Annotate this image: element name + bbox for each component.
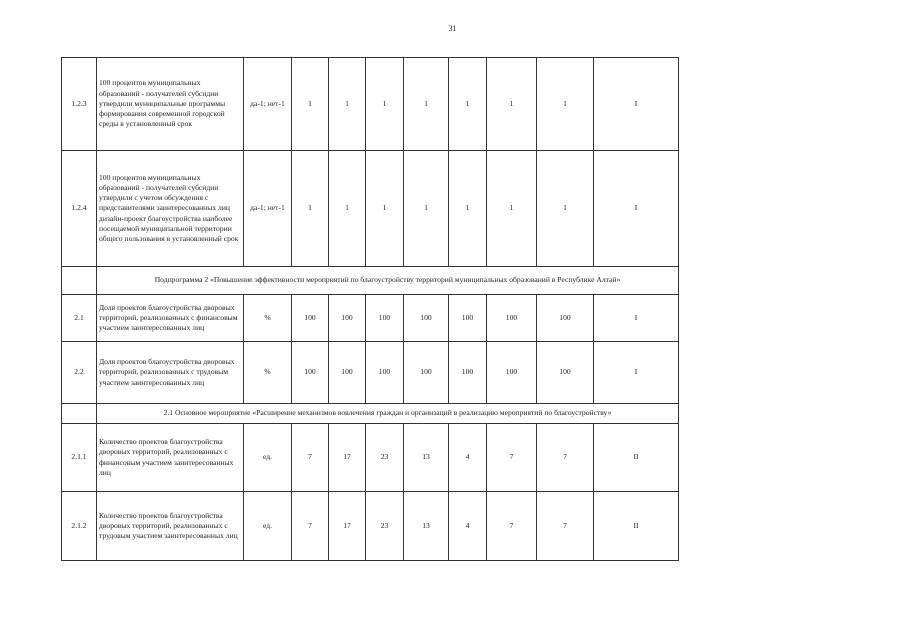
value-cell: 100 — [404, 342, 449, 404]
table-row — [62, 342, 679, 404]
value-cell: 17 — [329, 492, 366, 561]
main-activity-heading: 2.1 Основное мероприятие «Расширение механизмов вовлечения граждан и организаций в реализацию мероприятий по благоустройству» — [97, 404, 679, 424]
value-cell: 100 — [329, 295, 366, 342]
unit-cell: ед. — [244, 424, 292, 492]
value-cell: 1 — [329, 151, 366, 267]
value-cell: 100 — [292, 342, 329, 404]
value-cell: 13 — [404, 492, 449, 561]
value-cell: 1 — [329, 58, 366, 151]
value-cell: 1 — [537, 58, 594, 151]
value-cell: 1 — [292, 151, 329, 267]
value-cell: 7 — [537, 424, 594, 492]
value-cell: 1 — [404, 58, 449, 151]
category-cell: I — [594, 295, 679, 342]
unit-cell: ед. — [244, 492, 292, 561]
empty-cell — [62, 267, 97, 295]
indicator-description: Количество проектов благоустройства дворовых территорий, реализованных с финансовым участием заинтересованных лиц — [97, 424, 244, 492]
value-cell: 1 — [292, 58, 329, 151]
unit-cell: % — [244, 342, 292, 404]
category-cell: II — [594, 424, 679, 492]
value-cell: 100 — [487, 295, 537, 342]
row-number: 2.2 — [62, 342, 97, 404]
value-cell: 100 — [537, 295, 594, 342]
category-cell: I — [594, 151, 679, 267]
row-number: 1.2.4 — [62, 151, 97, 267]
value-cell: 7 — [487, 424, 537, 492]
row-number: 2.1.2 — [62, 492, 97, 561]
value-cell: 1 — [366, 151, 404, 267]
table-row — [62, 295, 679, 342]
value-cell: 1 — [366, 58, 404, 151]
value-cell: 7 — [537, 492, 594, 561]
indicators-table — [61, 57, 679, 561]
indicator-description: 100 процентов муниципальных образований - получателей субсидии утвердили с учетом обсуждения с представителями заинтересованных лиц дизайн-проект благоустройства наиболее посещаемой муниципальной территории общего пользования в установленный срок — [97, 151, 244, 267]
row-number: 1.2.3 — [62, 58, 97, 151]
row-number: 2.1 — [62, 295, 97, 342]
page-number: 31 — [448, 24, 457, 33]
value-cell: 1 — [404, 151, 449, 267]
indicator-description: 100 процентов муниципальных образований - получателей субсидии утвердили муниципальные программы формирования современной городской среды в установленный срок — [97, 58, 244, 151]
indicator-description: Доля проектов благоустройства дворовых территорий, реализованных с трудовым участием заинтересованных лиц — [97, 342, 244, 404]
value-cell: 100 — [487, 342, 537, 404]
table-row — [62, 58, 679, 151]
unit-cell: да-1; нет-1 — [244, 58, 292, 151]
unit-cell: да-1; нет-1 — [244, 151, 292, 267]
value-cell: 1 — [537, 151, 594, 267]
value-cell: 100 — [366, 295, 404, 342]
empty-cell — [62, 404, 97, 424]
value-cell: 13 — [404, 424, 449, 492]
unit-cell: % — [244, 295, 292, 342]
value-cell: 7 — [292, 492, 329, 561]
value-cell: 4 — [449, 492, 487, 561]
value-cell: 100 — [449, 295, 487, 342]
value-cell: 100 — [292, 295, 329, 342]
value-cell: 23 — [366, 424, 404, 492]
table-row — [62, 492, 679, 561]
category-cell: II — [594, 492, 679, 561]
value-cell: 7 — [487, 492, 537, 561]
value-cell: 7 — [292, 424, 329, 492]
row-number: 2.1.1 — [62, 424, 97, 492]
value-cell: 100 — [366, 342, 404, 404]
table-row — [62, 151, 679, 267]
value-cell: 1 — [487, 151, 537, 267]
value-cell: 100 — [404, 295, 449, 342]
value-cell: 1 — [449, 58, 487, 151]
value-cell: 4 — [449, 424, 487, 492]
value-cell: 1 — [449, 151, 487, 267]
indicator-description: Доля проектов благоустройства дворовых территорий, реализованных с финансовым участием заинтересованных лиц — [97, 295, 244, 342]
category-cell: I — [594, 58, 679, 151]
value-cell: 23 — [366, 492, 404, 561]
subprogram-heading: Подпрограмма 2 «Повышение эффективности мероприятий по благоустройству территорий муниципальных образований в Республике Алтай» — [97, 267, 679, 295]
section-row — [62, 404, 679, 424]
value-cell: 1 — [487, 58, 537, 151]
value-cell: 100 — [329, 342, 366, 404]
indicator-description: Количество проектов благоустройства дворовых территорий, реализованных с трудовым участием заинтересованных лиц — [97, 492, 244, 561]
value-cell: 100 — [449, 342, 487, 404]
value-cell: 17 — [329, 424, 366, 492]
section-row — [62, 267, 679, 295]
value-cell: 100 — [537, 342, 594, 404]
table-row — [62, 424, 679, 492]
category-cell: I — [594, 342, 679, 404]
